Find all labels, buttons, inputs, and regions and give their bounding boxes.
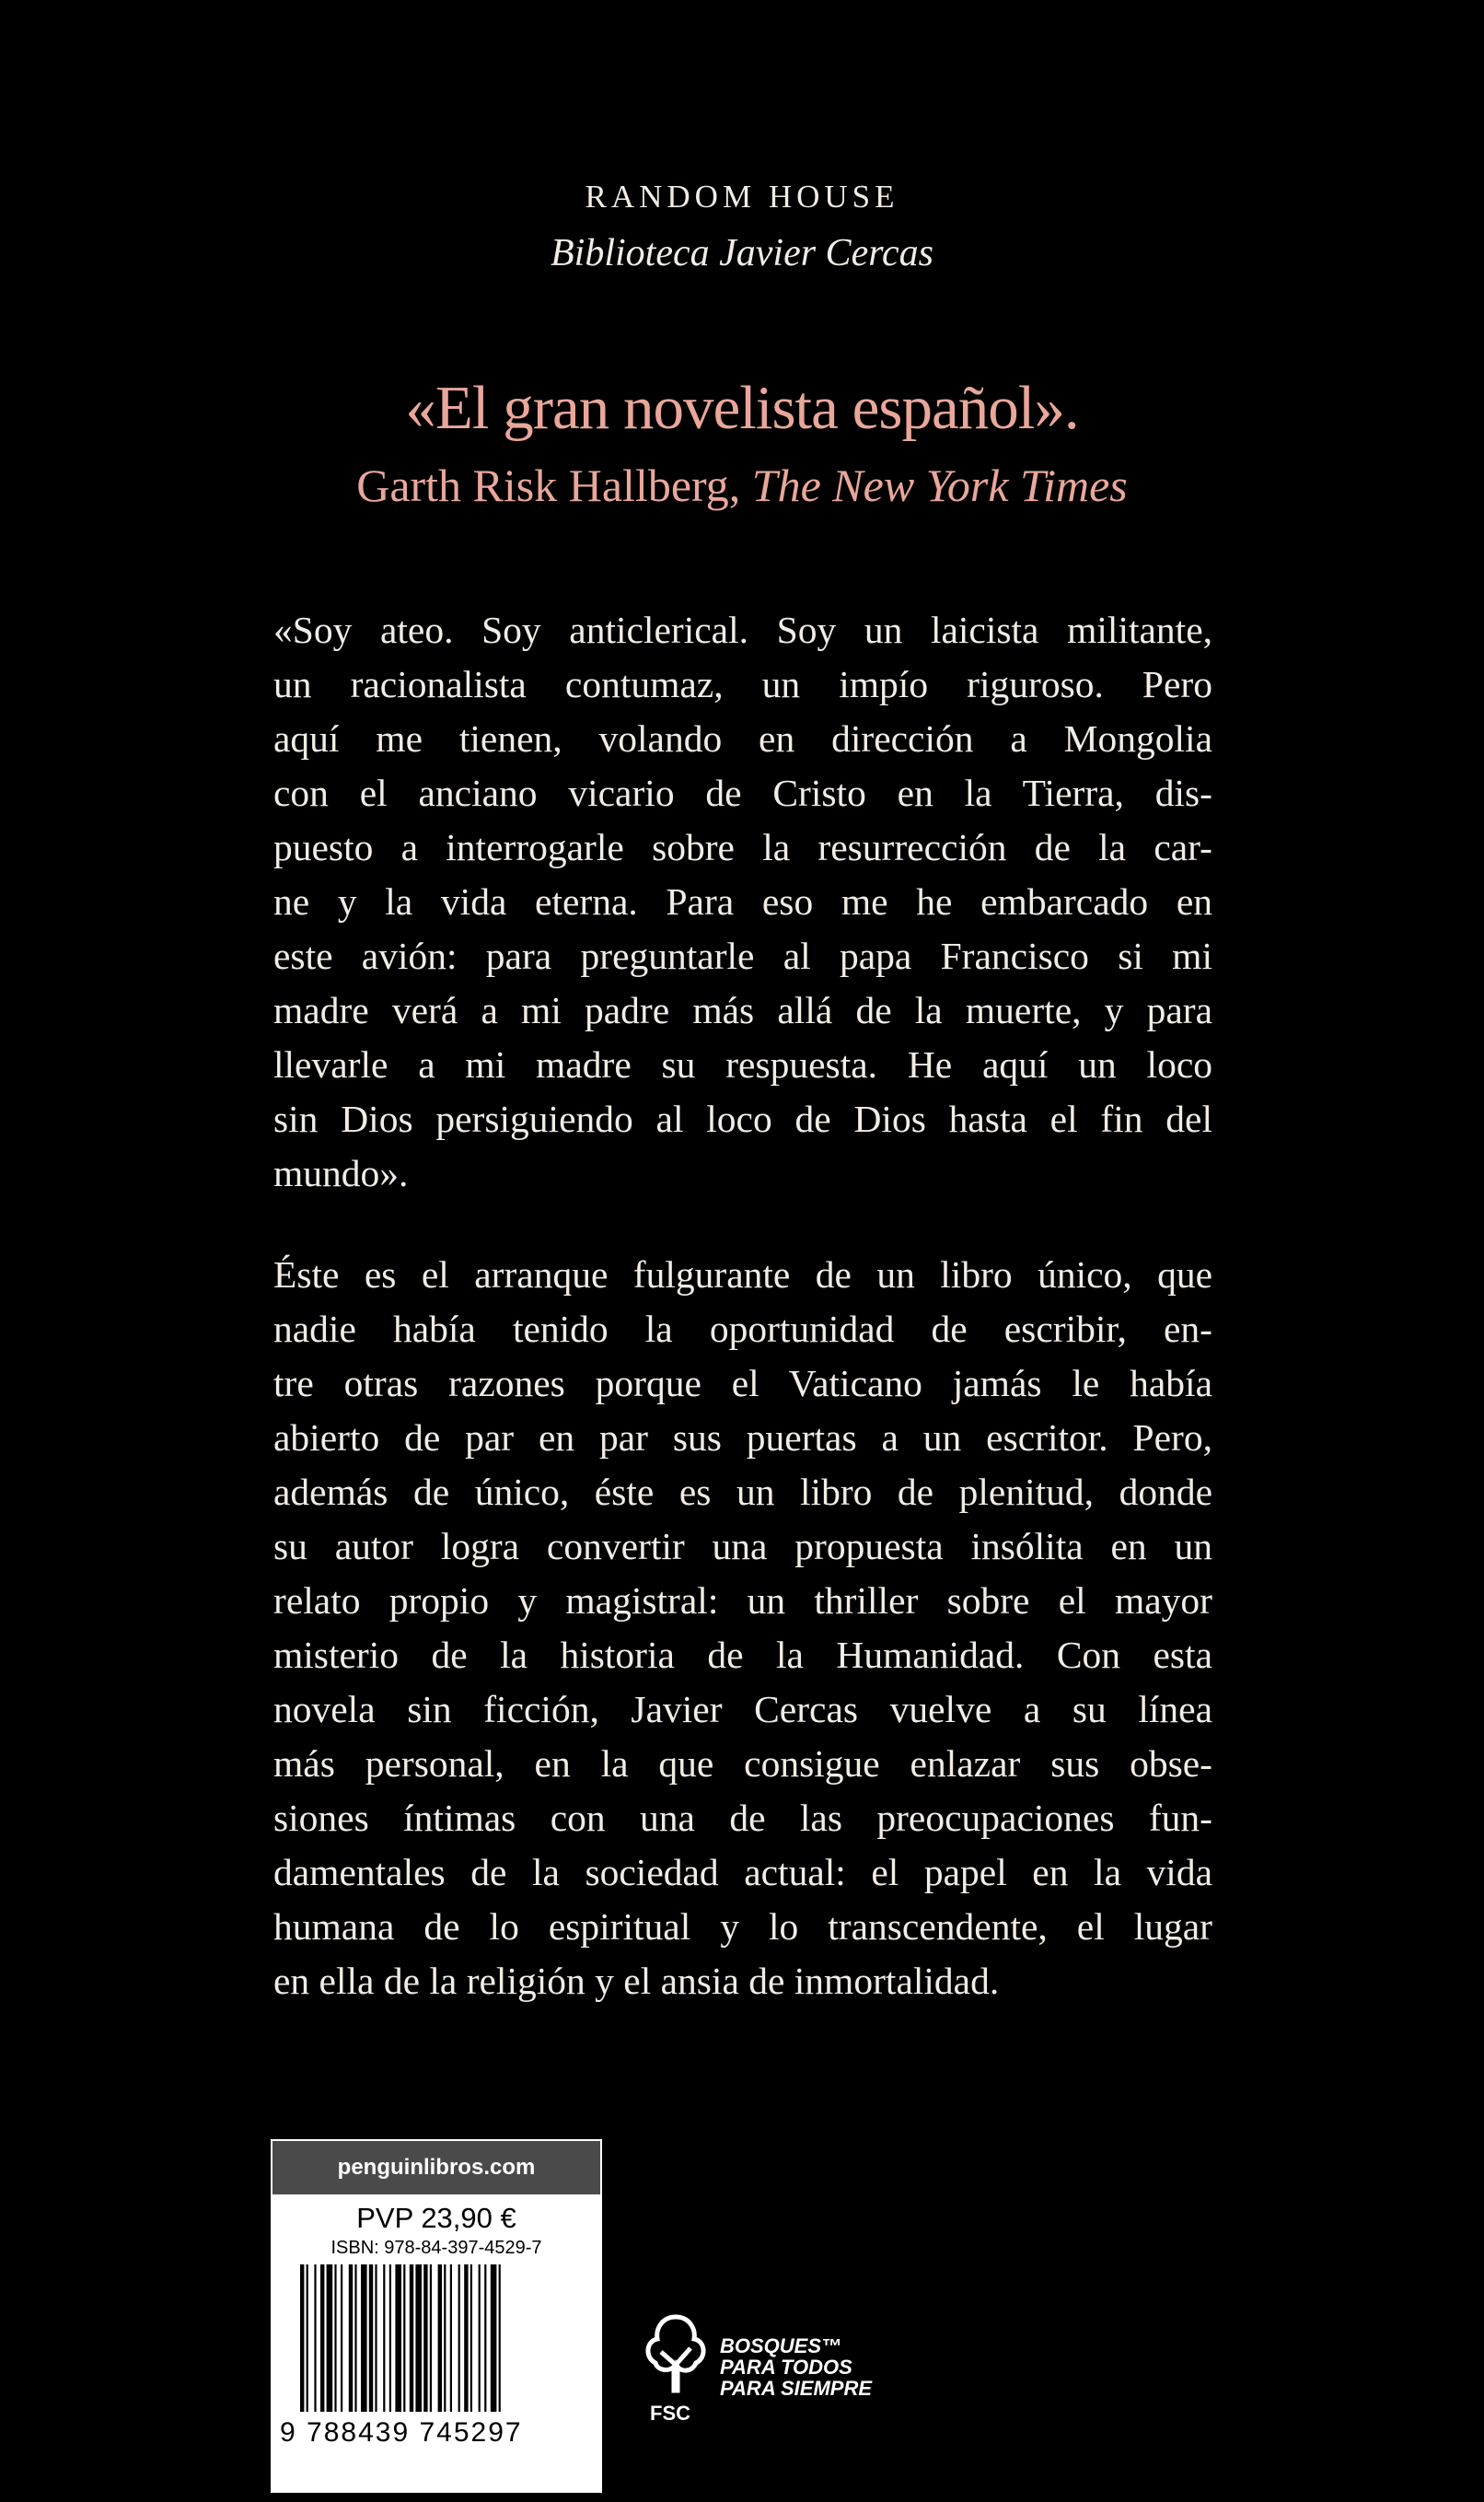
barcode-bar	[300, 2264, 304, 2412]
barcode-bar	[334, 2264, 336, 2412]
barcode-bar	[450, 2264, 452, 2412]
text-line: relato propio y magistral: un thriller sobre el mayor	[273, 1579, 1212, 1622]
barcode-bar	[499, 2264, 501, 2412]
barcode-bar	[484, 2264, 486, 2412]
text-line: con el anciano vicario de Cristo en la Tierra, dis-	[273, 772, 1212, 814]
barcode-bar	[458, 2264, 460, 2412]
barcode-bar	[438, 2264, 442, 2412]
barcode-bar	[423, 2264, 427, 2412]
barcode-bars	[298, 2264, 584, 2412]
text-line: abierto de par en par sus puertas a un escritor. Pero,	[273, 1416, 1212, 1459]
fsc-tagline-line: PARA SIEMPRE	[720, 2377, 873, 2400]
price-label: PVP 23,90 €	[356, 2202, 516, 2234]
barcode-bar	[464, 2264, 468, 2412]
barcode-bar	[307, 2264, 308, 2412]
text-line: este avión: para preguntarle al papa Francisco si mi	[273, 935, 1212, 977]
text-line: aquí me tienen, volando en dirección a Mongolia	[273, 717, 1212, 760]
text-line: damentales de la sociedad actual: el papel en la vida	[273, 1851, 1212, 1893]
barcode-bar	[470, 2264, 472, 2412]
isbn-label: ISBN: 978-84-397-4529-7	[330, 2238, 542, 2258]
quote-author: Garth Risk Hallberg,	[356, 460, 752, 511]
text-line: mundo».	[273, 1152, 409, 1194]
text-line: ne y la vida eterna. Para eso me he embarcado en	[273, 880, 1212, 923]
text-line: humana de lo espiritual y lo transcendente, el lugar	[273, 1905, 1212, 1948]
barcode-bar	[349, 2264, 353, 2412]
text-line: llevarle a mi madre su respuesta. He aquí un loco	[273, 1043, 1212, 1086]
fsc-tagline-line: BOSQUES™	[720, 2334, 842, 2357]
barcode-digits: 9 788439 745297	[280, 2417, 523, 2448]
text-line: sin Dios persiguiendo al loco de Dios hasta el fin del	[273, 1098, 1212, 1140]
barcode-bar	[327, 2264, 333, 2412]
barcode-bar	[341, 2264, 342, 2412]
barcode-bar	[430, 2264, 432, 2412]
text-line: madre verá a mi padre más allá de la muerte, y para	[273, 989, 1212, 1031]
press-quote: «El gran novelista español».	[405, 374, 1079, 442]
synopsis-paragraph-1	[273, 603, 1212, 1201]
synopsis-paragraph-2	[273, 1248, 1212, 2008]
barcode-bar	[361, 2264, 367, 2412]
barcode-bar	[375, 2264, 377, 2412]
series-name: Biblioteca Javier Cercas	[551, 232, 933, 274]
fsc-label: FSC	[650, 2402, 690, 2425]
publisher-name: RANDOM HOUSE	[585, 179, 899, 215]
quote-source: The New York Times	[751, 460, 1128, 511]
barcode-bar	[444, 2264, 446, 2412]
barcode-bar	[369, 2264, 373, 2412]
text-line: novela sin ficción, Javier Cercas vuelve a su línea	[273, 1688, 1212, 1730]
text-line: tre otras razones porque el Vaticano jamás le había	[273, 1362, 1212, 1404]
barcode-bar	[491, 2264, 497, 2412]
text-line: «Soy ateo. Soy anticlerical. Soy un laicista militante,	[273, 609, 1212, 651]
text-line: misterio de la historia de la Humanidad. Con esta	[273, 1634, 1212, 1676]
barcode-bar	[395, 2264, 401, 2412]
barcode-bar	[415, 2264, 422, 2412]
barcode-bar	[354, 2264, 356, 2412]
fsc-logo	[639, 2311, 878, 2431]
text-line: Éste es el arranque fulgurante de un libro único, que	[273, 1253, 1212, 1296]
text-line: puesto a interrogarle sobre la resurrección de la car-	[273, 826, 1212, 868]
text-line: un racionalista contumaz, un impío riguroso. Pero	[273, 663, 1212, 705]
text-line: más personal, en la que consigue enlazar sus obse-	[273, 1742, 1212, 1785]
barcode-bar	[383, 2264, 385, 2412]
quote-attribution	[0, 456, 1484, 515]
barcode-bar	[314, 2264, 316, 2412]
barcode-bar	[403, 2264, 405, 2412]
text-line: nadie había tenido la oportunidad de escribir, en-	[273, 1308, 1212, 1350]
barcode-bar	[320, 2264, 324, 2412]
barcode-bar	[389, 2264, 391, 2412]
fsc-tagline-line: PARA TODOS	[720, 2356, 852, 2379]
barcode-bar	[479, 2264, 481, 2412]
text-line: siones íntimas con una de las preocupaciones fun-	[273, 1797, 1212, 1839]
text-line: su autor logra convertir una propuesta insólita en un	[273, 1525, 1212, 1567]
fsc-tree-icon	[639, 2311, 713, 2403]
text-line: en ella de la religión y el ansia de inmortalidad.	[273, 1960, 1000, 2002]
website-band: penguinlibros.com	[272, 2141, 600, 2194]
barcode-bar	[410, 2264, 413, 2412]
fsc-tagline	[720, 2335, 872, 2399]
text-line: además de único, éste es un libro de plenitud, donde	[273, 1471, 1212, 1513]
barcode-label	[271, 2139, 602, 2493]
